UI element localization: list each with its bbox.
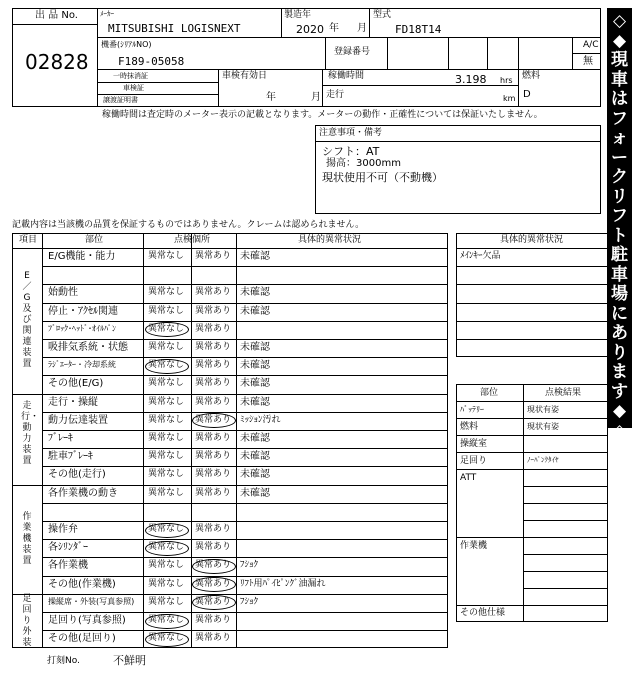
check-ng: 異常あり <box>195 342 232 352</box>
row-part: 各ｼﾘﾝﾀﾞｰ <box>48 542 88 554</box>
row-part: 操縦席・外装(写真参照) <box>48 596 135 606</box>
circled-mark <box>145 359 189 374</box>
group-label: 足回り外装 <box>22 593 32 648</box>
check-battery-value: 現状有姿 <box>527 405 559 414</box>
check-ok: 異常なし <box>148 487 185 498</box>
notes-line-1: シフト：AT <box>322 145 380 158</box>
hours-value: 3.198 <box>455 73 487 86</box>
km-unit: km <box>503 94 516 103</box>
row-part: その他(E/G) <box>48 378 104 390</box>
check-ok: 異常なし <box>148 287 185 298</box>
group-label: 作業機装置 <box>22 511 32 566</box>
row-part: ﾗｼﾞｴｰﾀｰ・冷却系統 <box>48 360 116 370</box>
check-ng: 異常あり <box>195 633 232 644</box>
check-cab: 操縦室 <box>460 439 488 449</box>
check-ng: 異常あり <box>195 596 232 607</box>
cert-inspection: 車検証 <box>123 84 144 92</box>
row-part: 操作弁 <box>48 524 78 535</box>
check-ok: 異常なし <box>148 615 185 625</box>
check-ng: 異常あり <box>195 542 232 553</box>
circled-mark <box>145 523 189 538</box>
inspection-month-unit: 月 <box>311 92 321 103</box>
row-part: E/G機能・能力 <box>48 251 116 262</box>
serial-label: 機番(ｼﾘｱﾙNO) <box>101 40 152 49</box>
check-ng: 異常あり <box>195 578 232 589</box>
check-ok: 異常なし <box>148 414 185 425</box>
check-fuel-value: 現状有姿 <box>527 422 559 431</box>
check-ng: 異常あり <box>195 560 232 571</box>
circled-mark <box>145 614 189 629</box>
lot-label: 出 品 No. <box>35 10 78 21</box>
inspection-label: 車検有効日 <box>222 71 268 81</box>
row-detail: ﾐｯｼｮﾝ汚れ <box>240 414 281 425</box>
model-value: FD18T14 <box>395 23 442 36</box>
header-check: 点検個所 <box>174 235 211 245</box>
notes-title: 注意事項・備考 <box>319 128 383 138</box>
check-ng: 異常あり <box>195 469 232 480</box>
row-detail: 未確認 <box>240 287 270 299</box>
row-part: 各作業機 <box>48 560 88 572</box>
stamp-label: 打刻No. <box>47 656 80 666</box>
notes-line-2: 揚高：3000mm <box>326 158 401 169</box>
check-ok: 異常なし <box>148 342 185 352</box>
row-detail: ﾌｼｮｸ <box>240 596 259 607</box>
lot-number: 02828 <box>25 50 89 74</box>
ac-label: A/C <box>583 40 599 50</box>
row-detail: 未確認 <box>240 469 270 481</box>
row-part: 各作業機の動き <box>48 487 118 499</box>
check-ok: 異常なし <box>148 578 185 589</box>
check-ok: 異常なし <box>148 633 185 644</box>
check-ng: 異常あり <box>195 615 232 625</box>
circled-mark <box>192 577 236 592</box>
check-fuel: 燃料 <box>460 422 479 432</box>
check-ok: 異常なし <box>148 323 185 334</box>
check-head-part: 部位 <box>480 388 499 398</box>
header-detail: 具体的異常状況 <box>298 235 362 245</box>
check-att: ATT <box>460 473 477 483</box>
year-label: 製造年 <box>284 10 312 20</box>
row-part: 走行・操縦 <box>48 396 98 408</box>
maker-label: ﾒｰｶｰ <box>100 10 114 18</box>
check-ok: 異常なし <box>148 542 185 553</box>
notes-line-3: 現状使用不可（不動機） <box>322 171 443 184</box>
row-detail: 未確認 <box>240 305 270 317</box>
check-tire-value: ﾉｰﾊﾟﾝｸﾀｲﾔ <box>527 456 559 464</box>
check-ok: 異常なし <box>148 360 185 371</box>
check-ng: 異常あり <box>195 414 232 425</box>
check-ng: 異常あり <box>195 451 232 462</box>
serial-value: F189-05058 <box>118 55 185 68</box>
row-part: 足回り(写真参照) <box>48 615 126 626</box>
check-ok: 異常なし <box>148 396 185 407</box>
circled-mark <box>192 559 236 574</box>
check-ng: 異常あり <box>195 305 232 316</box>
circled-mark <box>145 541 189 556</box>
row-detail: 未確認 <box>240 487 270 499</box>
quality-disclaimer: 記載内容は当該機の品質を保証するものではありません。クレームは認められません。 <box>12 220 365 230</box>
check-battery: ﾊﾞｯﾃﾘｰ <box>460 405 484 414</box>
run-label: 走行 <box>326 90 345 100</box>
notes-box <box>315 125 601 214</box>
fuel-value: D <box>523 89 531 100</box>
check-ng: 異常あり <box>195 323 232 334</box>
right-detail-line: ﾒｲﾝｷｰ欠品 <box>460 251 501 261</box>
check-ok: 異常なし <box>148 305 185 316</box>
row-detail: 未確認 <box>240 342 270 353</box>
check-ng: 異常あり <box>195 251 232 261</box>
check-ng: 異常あり <box>195 487 232 498</box>
row-detail: 未確認 <box>240 396 270 408</box>
row-part: 停止・ｱｸｾﾙ関連 <box>48 305 118 317</box>
row-part: その他(足回り) <box>48 633 116 645</box>
check-ng: 異常あり <box>195 524 232 534</box>
row-part: ﾌﾞﾚｰｷ <box>48 433 73 444</box>
row-part: その他(走行) <box>48 469 106 481</box>
check-ng: 異常あり <box>195 396 232 407</box>
row-detail: 未確認 <box>240 251 270 262</box>
group-label: 走行・動力装置 <box>21 400 40 466</box>
ac-value: 無 <box>583 56 593 67</box>
row-detail: 未確認 <box>240 360 270 372</box>
check-ok: 異常なし <box>148 560 185 571</box>
check-ng: 異常あり <box>195 360 232 371</box>
maker-value: MITSUBISHI LOGISNEXT <box>108 22 241 35</box>
row-part: 動力伝達装置 <box>48 414 108 426</box>
fuel-label: 燃料 <box>522 71 541 81</box>
check-ok: 異常なし <box>148 524 185 534</box>
row-detail: ﾌｼｮｸ <box>240 560 259 571</box>
check-ok: 異常なし <box>148 378 185 389</box>
check-ok: 異常なし <box>148 251 185 261</box>
check-ok: 異常なし <box>148 469 185 480</box>
registration-label: 登録番号 <box>334 47 371 57</box>
check-ok: 異常なし <box>148 596 185 607</box>
header-part: 部位 <box>85 235 104 245</box>
check-ng: 異常あり <box>195 378 232 389</box>
check-work: 作業機 <box>460 541 488 551</box>
row-part: 吸排気系統・状態 <box>48 342 128 353</box>
right-detail-title: 具体的異常状況 <box>500 235 564 245</box>
group-label: E／G及び関連装置 <box>22 271 32 370</box>
location-banner-text: ◇◆現車はフォークリフト駐車場にあります◆◇ <box>611 11 628 441</box>
header-item: 項目 <box>19 235 38 245</box>
location-banner <box>607 8 632 441</box>
hours-label: 稼働時間 <box>328 71 365 81</box>
stamp-value: 不鮮明 <box>113 654 146 667</box>
row-part: 始動性 <box>48 287 78 299</box>
cert-transfer: 譲渡証明書 <box>103 96 138 104</box>
row-part: その他(作業機) <box>48 578 116 590</box>
check-ok: 異常なし <box>148 433 185 443</box>
hours-disclaimer: 稼働時間は査定時のメーター表示の記載となります。メーターの動作・正確性については保証いたしません。 <box>102 110 543 120</box>
model-label: 型式 <box>373 10 392 20</box>
row-part: ﾌﾞﾛｯｸ･ﾍｯﾄﾞ･ｵｲﾙﾊﾟﾝ <box>48 323 116 333</box>
check-head-result: 点検結果 <box>545 388 582 398</box>
month-unit: 月 <box>357 23 367 34</box>
check-tire: 足回り <box>460 456 488 466</box>
row-part: 駐車ﾌﾞﾚｰｷ <box>48 451 93 463</box>
check-ng: 異常あり <box>195 433 232 443</box>
inspection-year-unit: 年 <box>266 92 276 103</box>
circled-mark <box>145 632 189 647</box>
check-ng: 異常あり <box>195 287 232 298</box>
hours-unit: hrs <box>500 76 513 85</box>
year-unit: 年 <box>329 23 339 34</box>
check-other: その他仕様 <box>460 608 506 618</box>
row-detail: 未確認 <box>240 378 270 390</box>
cert-temp-deregistration: 一時抹消証 <box>113 72 148 80</box>
row-detail: ﾘﾌﾄ用ﾊﾟｲﾋﾟﾝｸﾞ油漏れ <box>240 578 326 589</box>
check-ok: 異常なし <box>148 451 185 462</box>
row-detail: 未確認 <box>240 451 270 463</box>
year-value: 2020 <box>296 23 324 36</box>
row-detail: 未確認 <box>240 433 270 444</box>
